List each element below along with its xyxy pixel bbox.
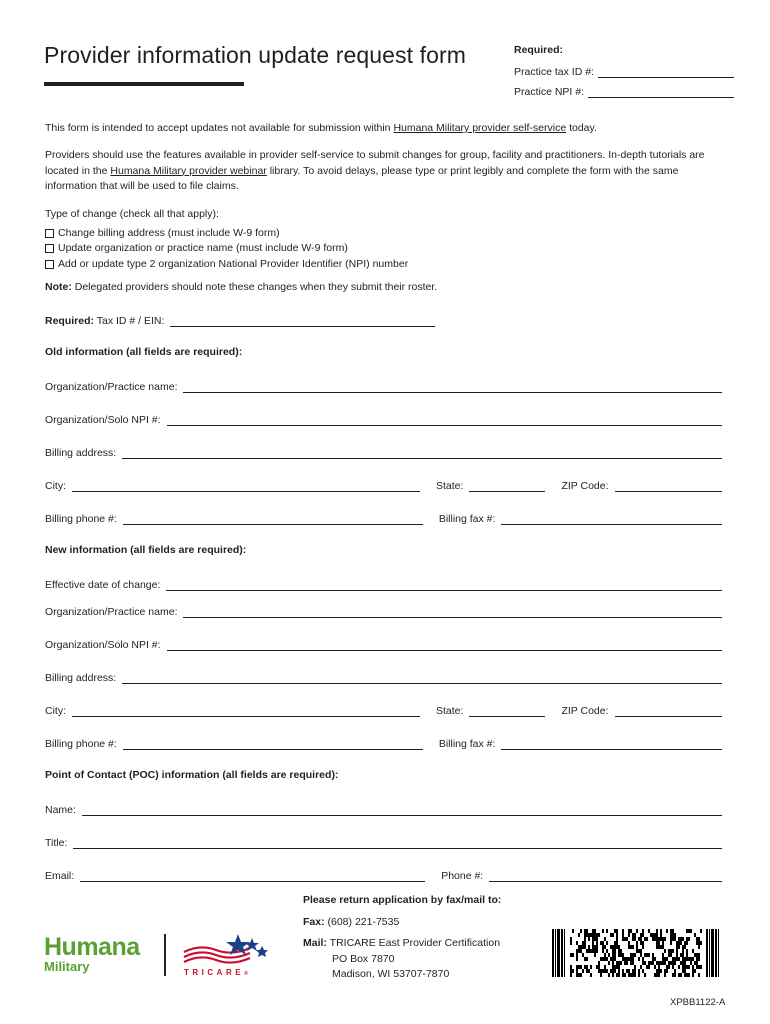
change-option-org-name[interactable] <box>45 241 725 257</box>
old-org-name-field[interactable] <box>183 382 722 393</box>
change-type-label: Type of change (check all that apply): <box>45 208 219 220</box>
change-type-section <box>45 207 725 272</box>
new-city-row <box>45 703 722 717</box>
registered-mark: ® <box>244 971 248 977</box>
return-mail-line1: TRICARE East Provider Certification <box>326 937 501 949</box>
tax-required-label: Required: <box>45 315 95 327</box>
old-billing-address-label: Billing address: <box>45 447 117 459</box>
new-npi-field[interactable] <box>167 640 722 651</box>
poc-heading: Point of Contact (POC) information (all fields are required): <box>45 769 339 781</box>
new-billing-address-field[interactable] <box>122 673 722 684</box>
checkbox-icon[interactable] <box>45 260 54 269</box>
tricare-wordmark <box>184 968 248 977</box>
old-npi-field[interactable] <box>167 415 722 426</box>
poc-email-field[interactable] <box>80 871 425 882</box>
practice-tax-id-label: Practice tax ID #: <box>514 66 594 78</box>
old-city-row <box>45 478 722 492</box>
new-state-field[interactable] <box>469 706 545 717</box>
intro-paragraph-2 <box>45 148 725 195</box>
new-fax-label: Billing fax #: <box>438 738 496 750</box>
military-logo-text: Military <box>44 959 90 974</box>
note-line <box>45 280 725 296</box>
change-option-label: Update organization or practice name (must include W-9 form) <box>58 242 348 254</box>
poc-title-label: Title: <box>45 837 68 849</box>
new-phone-label: Billing phone #: <box>45 738 117 750</box>
practice-npi-field[interactable] <box>588 87 734 98</box>
tricare-wordmark-text: TRICARE <box>184 968 245 977</box>
new-org-name-label: Organization/Practice name: <box>45 606 178 618</box>
new-npi-row <box>45 637 722 651</box>
return-mail-line <box>303 936 543 952</box>
old-billing-address-row <box>45 445 722 459</box>
new-npi-label: Organization/Solo NPI #: <box>45 639 161 651</box>
poc-email-row <box>45 868 722 882</box>
new-billing-address-row <box>45 670 722 684</box>
new-state-label: State: <box>436 705 464 717</box>
checkbox-icon[interactable] <box>45 229 54 238</box>
new-org-name-row <box>45 604 722 618</box>
logo-divider <box>164 934 166 976</box>
change-option-npi[interactable] <box>45 257 725 273</box>
tax-id-field[interactable] <box>170 316 435 327</box>
return-mail-line3: Madison, WI 53707-7870 <box>332 968 450 980</box>
required-heading: Required: <box>514 44 564 56</box>
return-fax-value: (608) 221-7535 <box>324 915 400 928</box>
old-org-name-row <box>45 379 722 393</box>
poc-title-row <box>45 835 722 849</box>
change-option-label: Change billing address (must include W-9 form) <box>58 226 280 239</box>
required-block <box>514 44 734 106</box>
new-info-heading: New information (all fields are required): <box>45 544 247 556</box>
old-npi-row <box>45 412 722 426</box>
new-fax-field[interactable] <box>501 739 722 750</box>
form-code: XPBB1122-A <box>670 997 726 1008</box>
practice-npi-row <box>514 86 734 98</box>
new-phone-field[interactable] <box>123 739 423 750</box>
note-text: Delegated providers should note these changes when they submit their roster. <box>71 281 438 293</box>
poc-phone-field[interactable] <box>489 871 722 882</box>
old-phone-row <box>45 511 722 525</box>
poc-email-label: Email: <box>45 870 75 882</box>
change-option-billing[interactable] <box>45 226 725 242</box>
practice-tax-id-row <box>514 66 734 78</box>
effective-date-row <box>45 577 722 591</box>
new-city-label: City: <box>45 705 66 717</box>
old-city-field[interactable] <box>72 481 420 492</box>
pdf417-barcode <box>552 929 720 977</box>
old-phone-label: Billing phone #: <box>45 513 117 525</box>
self-service-link[interactable]: Humana Military provider self-service <box>393 122 567 134</box>
old-npi-label: Organization/Solo NPI #: <box>45 414 161 426</box>
poc-name-field[interactable] <box>82 805 722 816</box>
change-option-label: Add or update type 2 organization National Provider Identifier (NPI) number <box>58 257 409 270</box>
practice-tax-id-field[interactable] <box>598 67 734 78</box>
old-state-label: State: <box>436 480 464 492</box>
old-info-heading: Old information (all fields are required): <box>45 346 243 358</box>
old-phone-field[interactable] <box>123 514 423 525</box>
effective-date-label: Effective date of change: <box>45 579 161 591</box>
return-fax-line <box>303 915 543 931</box>
tax-id-row <box>45 313 435 327</box>
old-fax-field[interactable] <box>501 514 722 525</box>
old-zip-field[interactable] <box>615 481 722 492</box>
old-billing-address-field[interactable] <box>122 448 722 459</box>
tax-id-label: Tax ID # / EIN: <box>94 315 165 327</box>
return-mail-line2: PO Box 7870 <box>332 952 395 965</box>
old-org-name-label: Organization/Practice name: <box>45 381 178 393</box>
intro-p1-text: This form is intended to accept updates not available for submission within <box>45 122 394 134</box>
return-block <box>303 893 543 983</box>
page-title: Provider information update request form <box>44 42 467 68</box>
checkbox-icon[interactable] <box>45 244 54 253</box>
poc-title-field[interactable] <box>73 838 722 849</box>
new-phone-row <box>45 736 722 750</box>
poc-name-label: Name: <box>45 804 76 816</box>
humana-military-logo <box>44 934 140 974</box>
intro-p2-text: Providers should use the features available in provider self-service to submit changes for group, facility and practitioners. In-depth tutorials are located in the <box>45 149 705 177</box>
title-rule <box>44 82 244 86</box>
poc-phone-label: Phone #: <box>441 870 484 882</box>
effective-date-field[interactable] <box>166 580 722 591</box>
intro-p2-end: library. To avoid delays, please type or print legibly and complete the form with the same information that will be used to file claims. <box>45 164 679 192</box>
new-zip-field[interactable] <box>615 706 722 717</box>
humana-logo-text: Humana <box>44 933 140 961</box>
intro-p1-end: today. <box>566 122 597 134</box>
old-city-label: City: <box>45 480 66 492</box>
return-fax-label: Fax: <box>303 915 325 928</box>
old-fax-label: Billing fax #: <box>438 513 496 525</box>
practice-npi-label: Practice NPI #: <box>514 86 585 98</box>
new-city-field[interactable] <box>72 706 420 717</box>
return-heading: Please return application by fax/mail to: <box>303 894 502 906</box>
note-label: Note: <box>45 281 72 293</box>
old-zip-label: ZIP Code: <box>561 480 609 492</box>
poc-name-row <box>45 802 722 816</box>
return-mail-label: Mail: <box>303 937 327 949</box>
webinar-link[interactable]: Humana Military provider webinar <box>110 164 267 177</box>
new-billing-address-label: Billing address: <box>45 672 117 684</box>
intro-paragraph-1 <box>45 121 725 137</box>
new-org-name-field[interactable] <box>183 607 722 618</box>
new-zip-label: ZIP Code: <box>561 705 609 717</box>
old-state-field[interactable] <box>469 481 545 492</box>
